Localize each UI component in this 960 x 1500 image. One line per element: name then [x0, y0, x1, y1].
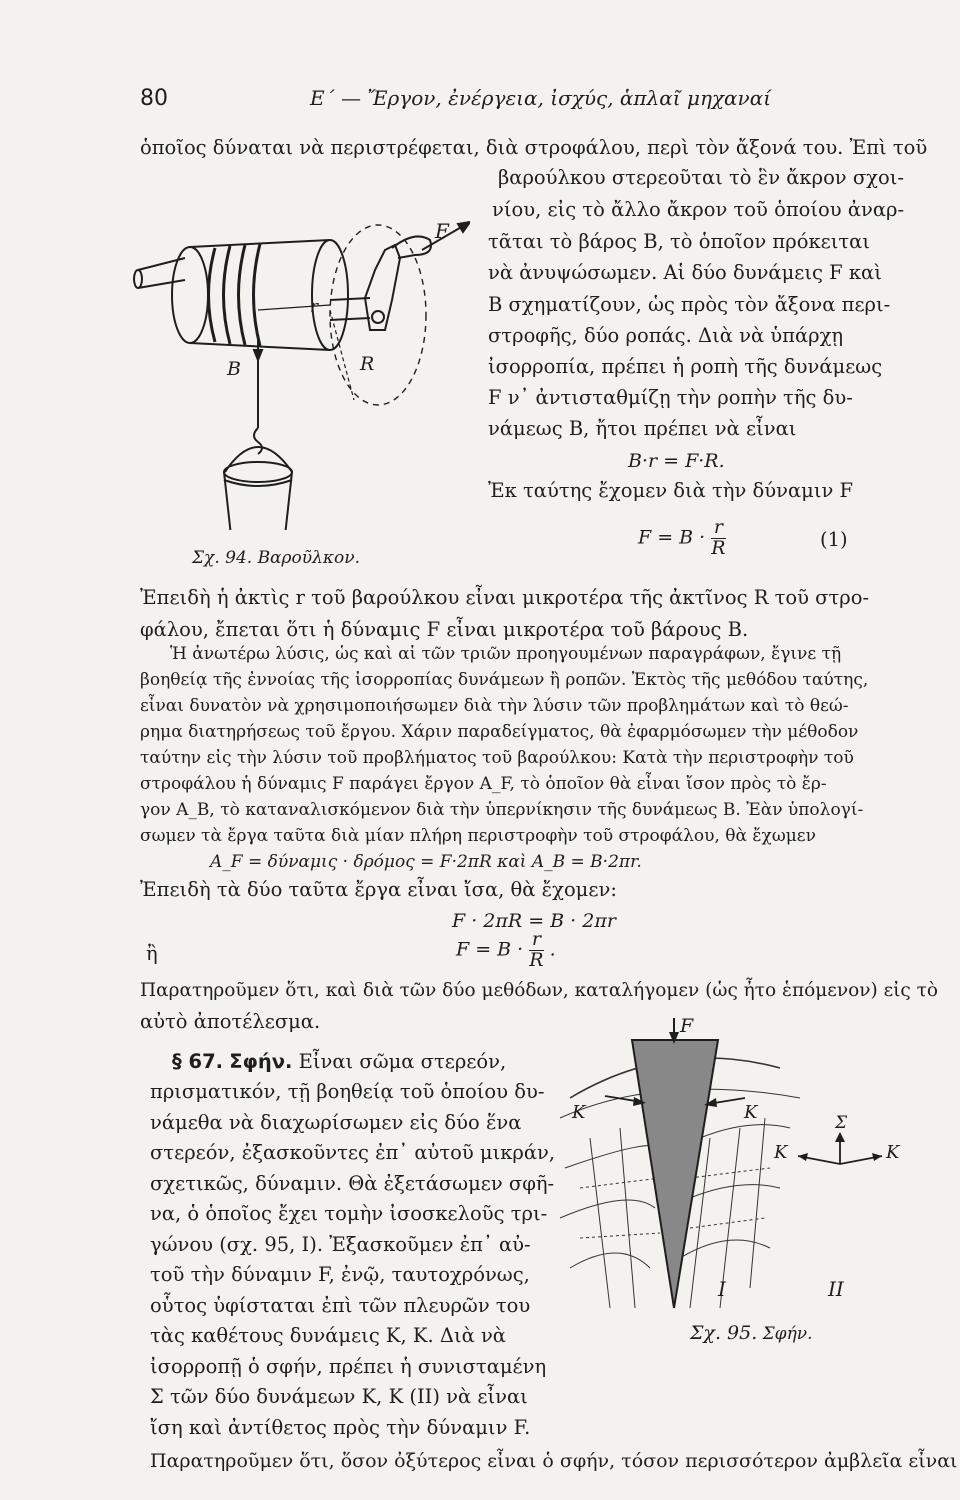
fig94-label-B: B [227, 358, 241, 380]
text-line: ὁποῖος δύναται νὰ περιστρέφεται, διὰ στροφάλου, περὶ τὸν ἄξονά του. Ἐπὶ τοῦ [140, 136, 928, 159]
figure95-caption [690, 1322, 813, 1344]
text-line: φάλου, ἔπεται ὅτι ἡ δύναμις F εἶναι μικροτέρα τοῦ βάρους Β. [140, 618, 749, 641]
eq-final-left: F = B · [456, 938, 524, 961]
text-line: τὰς καθέτους δυνάμεις Κ, Κ. Διὰ νὰ [150, 1324, 506, 1347]
eq1-fraction [711, 518, 725, 559]
fig95-label-K2-left: K [774, 1142, 788, 1163]
eq-final-fraction [529, 930, 543, 971]
small-text-line: Ἡ ἀνωτέρω λύσις, ὡς καὶ αἱ τῶν τριῶν προηγουμένων παραγράφων, ἔγινε τῇ [170, 644, 842, 664]
text-line: στερεόν, ἐξασκοῦντες ἐπ᾽ αὐτοῦ μικράν, [150, 1141, 556, 1164]
eq-final-denominator: R [529, 948, 544, 971]
fig95-label-F: F [680, 1018, 694, 1037]
text-line: ἰσορροπία, πρέπει ἡ ροπὴ τῆς δυνάμεως [488, 355, 883, 378]
text-line: ἴση καὶ ἀντίθετος πρὸς τὴν δύναμιν F. [150, 1416, 531, 1439]
text-line: Ἐπειδὴ τὰ δύο ταῦτα ἔργα εἶναι ἴσα, θὰ ἔχομεν: [140, 878, 617, 901]
fig94-label-R: R [360, 353, 375, 375]
fig95-label-K2-right: K [886, 1142, 900, 1163]
fig95-label-Sigma: Σ [835, 1113, 848, 1133]
equation-moment: B·r = F·R. [628, 450, 725, 472]
text-line: αὐτὸ ἀποτέλεσμα. [140, 1010, 321, 1033]
text-line: Β σχηματίζουν, ὡς πρὸς τὸν ἄξονα περι- [488, 293, 891, 316]
section-first-line: Εἶναι σῶμα στερεόν, [298, 1050, 507, 1073]
small-text-line: σωμεν τὰ ἔργα ταῦτα διὰ μίαν πλήρη περιστροφὴν τοῦ στροφάλου, θὰ ἔχωμεν [140, 826, 816, 846]
text-line: τοῦ τὴν δύναμιν F, ἐνῷ, ταυτοχρόνως, [150, 1263, 530, 1286]
equation-equal-work: F · 2πR = B · 2πr [452, 910, 616, 932]
windlass-figure [130, 210, 470, 530]
or-word: ἢ [146, 942, 158, 965]
fig95-caption-title: Σφήν. [762, 1324, 813, 1344]
page-header [140, 86, 820, 116]
section-number: § 67. [172, 1050, 224, 1073]
small-text-line: εἶναι δυνατὸν νὰ χρησιμοποιήσωμεν διὰ τὴν λύσιν τῶν προβλημάτων καὶ τὸ θεώ- [140, 696, 849, 716]
text-line: στροφῆς, δύο ροπάς. Διὰ νὰ ὑπάρχῃ [488, 324, 844, 347]
running-head: Ε΄ — Ἔργον, ἐνέργεια, ἰσχύς, ἁπλαῖ μηχαναί [310, 86, 772, 110]
text-line: νίου, εἰς τὸ ἄλλο ἄκρον τοῦ ὁποίου ἀναρ- [492, 198, 905, 221]
eq1-numerator: r [711, 518, 725, 539]
fig94-label-F: F [435, 219, 449, 243]
small-text-line: γον A_B, τὸ καταναλισκόμενον διὰ τὴν ὑπερνίκησιν τῆς δυνάμεως Β. Ἐὰν ὑπολογί- [140, 800, 864, 820]
text-line: να, ὁ ὁποῖος ἔχει τομὴν ἰσοσκελοῦς τρι- [150, 1202, 548, 1225]
small-text-line: ταύτην εἰς τὴν λύσιν τοῦ προβλήματος τοῦ βαρούλκου: Κατὰ τὴν περιστροφὴν τοῦ [140, 748, 854, 768]
text-line: πρισματικόν, τῇ βοηθείᾳ τοῦ ὁποίου δυ- [150, 1080, 545, 1103]
text-line: βαρούλκου στερεοῦται τὸ ἓν ἄκρον σχοι- [498, 166, 904, 189]
fig94-label-r: r [310, 297, 319, 317]
section-title: Σφήν. [229, 1050, 293, 1073]
equation-1-tag: (1) [820, 528, 848, 551]
text-line: Σ τῶν δύο δυνάμεων Κ, Κ (II) νὰ εἶναι [150, 1385, 528, 1408]
fig95-label-I: I [718, 1277, 726, 1301]
page-number: 80 [140, 86, 168, 111]
eq-final-numerator: r [529, 930, 543, 951]
text-line: F ν᾽ ἀντισταθμίζῃ τὴν ροπὴν τῆς δυ- [488, 386, 853, 409]
fig95-label-II: II [828, 1277, 844, 1301]
text-line: σχετικῶς, δύναμιν. Θὰ ἐξετάσωμεν σφῆ- [150, 1172, 555, 1195]
text-line: νάμεως Β, ἤτοι πρέπει νὰ εἶναι [488, 417, 797, 440]
equation-1 [638, 518, 726, 559]
text-line: νὰ ἀνυψώσωμεν. Αἱ δύο δυνάμεις F καὶ [488, 261, 882, 284]
text-line: Ἐπειδὴ ἡ ἀκτὶς r τοῦ βαρούλκου εἶναι μικροτέρα τῆς ἀκτῖνος R τοῦ στρο- [140, 586, 870, 609]
text-line: τᾶται τὸ βάρος Β, τὸ ὁποῖον πρόκειται [488, 230, 870, 253]
text-line: Παρατηροῦμεν ὅτι, καὶ διὰ τῶν δύο μεθόδων, καταλήγομεν (ὡς ἦτο ἑπόμενον) εἰς τὸ [140, 980, 939, 1001]
text-line: γώνου (σχ. 95, I). Ἐξασκοῦμεν ἐπ᾽ αὐ- [150, 1233, 531, 1256]
fig95-label-K-left: K [572, 1102, 586, 1123]
wedge-figure [550, 1018, 930, 1348]
small-text-line: ρημα διατηρήσεως τοῦ ἔργου. Χάριν παραδείγματος, θὰ ἐφαρμόσωμεν τὴν μέθοδον [140, 722, 859, 742]
text-line: Ἐκ ταύτης ἔχομεν διὰ τὴν δύναμιν F [488, 479, 854, 502]
equation-work: A_F = δύναμις · δρόμος = F·2πR καὶ A_B = B·2πr. [210, 852, 642, 872]
section-heading [172, 1052, 506, 1072]
text-line: Παρατηροῦμεν ὅτι, ὅσον ὀξύτερος εἶναι ὁ σφήν, τόσον περισσότερον ἀμβλεῖα εἶναι [150, 1450, 958, 1472]
eq1-denominator: R [711, 536, 726, 559]
figure94-caption: Σχ. 94. Βαροῦλκον. [192, 548, 360, 568]
eq1-left: F = B · [638, 526, 706, 549]
text-line: οὗτος ὑφίσταται ἐπὶ τῶν πλευρῶν του [150, 1294, 531, 1317]
text-line: ἰσορροπῇ ὁ σφήν, πρέπει ἡ συνισταμένη [150, 1355, 547, 1378]
fig95-label-K-right: K [744, 1102, 758, 1123]
small-text-line: βοηθείᾳ τῆς ἐννοίας τῆς ἰσορροπίας δυνάμεων ἢ ροπῶν. Ἐκτὸς τῆς μεθόδου ταύτης, [140, 670, 869, 690]
small-text-line: στροφάλου ἡ δύναμις F παράγει ἔργον A_F, τὸ ὁποῖον θὰ εἶναι ἴσον πρὸς τὸ ἔρ- [140, 774, 827, 794]
text-line: νάμεθα νὰ διαχωρίσωμεν εἰς δύο ἕνα [150, 1111, 522, 1134]
eq-final-end: . [549, 938, 556, 961]
equation-final [456, 930, 556, 971]
fig95-caption-number: Σχ. 95. [690, 1322, 758, 1344]
